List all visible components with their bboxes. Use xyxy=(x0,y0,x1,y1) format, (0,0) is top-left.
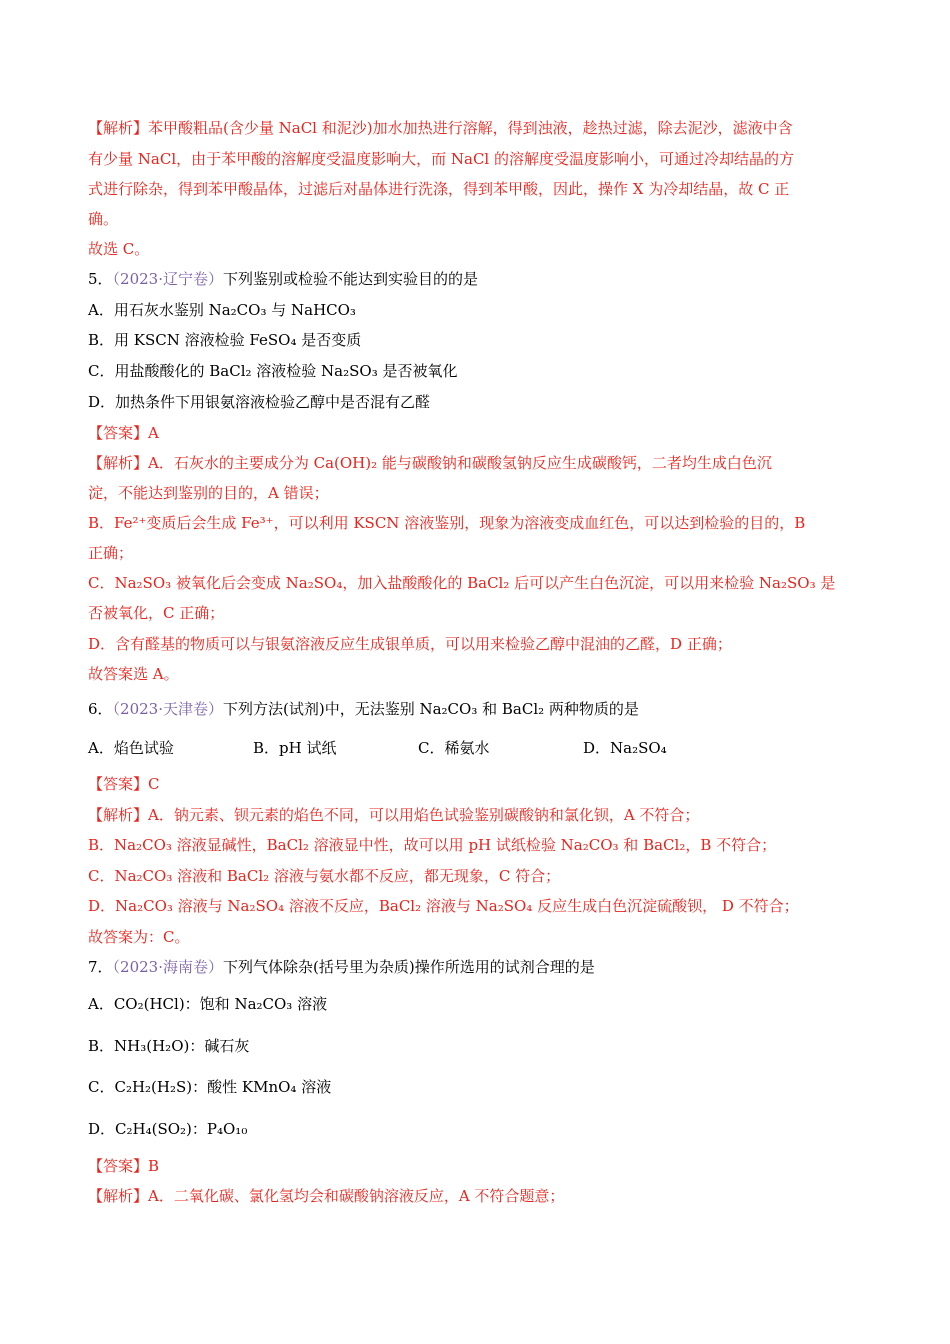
q7-option-d: D．C₂H₄(SO₂)：P₄O₁₀ xyxy=(88,1120,248,1138)
q5-option-a: A．用石灰水鉴别 Na₂CO₃ 与 NaHCO₃ xyxy=(88,301,356,319)
q5-conclusion: 故答案选 A。 xyxy=(88,665,179,683)
q5-option-d: D．加热条件下用银氨溶液检验乙醇中是否混有乙醛 xyxy=(88,393,431,411)
q4-analysis-line-2: 有少量 NaCl，由于苯甲酸的溶解度受温度影响大，而 NaCl 的溶解度受温度影响小，可通过冷却结晶的方 xyxy=(88,150,794,168)
q6-analysis-line-1: 【解析】A．钠元素、钡元素的焰色不同，可以用焰色试验鉴别碳酸钠和氯化钡，A 不符合； xyxy=(88,806,700,824)
q4-analysis-line-1: 【解析】苯甲酸粗品(含少量 NaCl 和泥沙)加水加热进行溶解，得到浊液，趁热过滤，除去泥沙，滤液中含 xyxy=(88,119,793,137)
q5-analysis-line-6: 否被氧化，C 正确； xyxy=(88,604,225,622)
q6-option-d: D．Na₂SO₄ xyxy=(583,739,667,757)
q5-option-b: B．用 KSCN 溶液检验 FeSO₄ 是否变质 xyxy=(88,331,362,349)
q6-conclusion: 故答案为：C。 xyxy=(88,928,190,946)
q7-analysis-line-1: 【解析】A．二氧化碳、氯化氢均会和碳酸钠溶液反应，A 不符合题意； xyxy=(88,1187,565,1205)
q5-answer: 【答案】A xyxy=(88,424,159,442)
q6-stem: 下列方法(试剂)中，无法鉴别 Na₂CO₃ 和 BaCl₂ 两种物质的是 xyxy=(223,700,639,718)
q7-answer: 【答案】B xyxy=(88,1157,160,1175)
q5-analysis-line-2: 淀，不能达到鉴别的目的，A 错误； xyxy=(88,484,329,502)
q5-option-c: C．用盐酸酸化的 BaCl₂ 溶液检验 Na₂SO₃ 是否被氧化 xyxy=(88,362,458,380)
q7-question xyxy=(88,957,862,977)
q7-number: 7． xyxy=(88,958,113,976)
q5-analysis-line-3: B．Fe²⁺变质后会生成 Fe³⁺，可以利用 KSCN 溶液鉴别，现象为溶液变成血红色，可以达到检验的目的，B xyxy=(88,514,806,532)
q6-analysis-line-2: B．Na₂CO₃ 溶液显碱性，BaCl₂ 溶液显中性，故可以用 pH 试纸检验 Na₂CO₃ 和 BaCl₂，B 不符合； xyxy=(88,836,777,854)
q4-analysis-line-4: 确。 xyxy=(88,210,119,228)
q6-options-row xyxy=(88,738,862,758)
q6-option-b: B．pH 试纸 xyxy=(253,739,337,757)
q5-number: 5． xyxy=(88,270,113,288)
q7-stem: 下列气体除杂(括号里为杂质)操作所选用的试剂合理的是 xyxy=(223,958,595,976)
q6-analysis-line-3: C．Na₂CO₃ 溶液和 BaCl₂ 溶液与氨水都不反应，都无现象，C 符合； xyxy=(88,867,561,885)
q5-source: （2023·辽宁卷） xyxy=(112,270,223,288)
q7-option-c: C．C₂H₂(H₂S)：酸性 KMnO₄ 溶液 xyxy=(88,1078,332,1096)
q4-conclusion: 故选 C。 xyxy=(88,240,150,258)
q5-analysis-line-1: 【解析】A．石灰水的主要成分为 Ca(OH)₂ 能与碳酸钠和碳酸氢钠反应生成碳酸钙，二者均生成白色沉 xyxy=(88,454,772,472)
q6-answer: 【答案】C xyxy=(88,775,160,793)
q5-analysis-line-4: 正确； xyxy=(88,544,134,562)
q6-option-c: C．稀氨水 xyxy=(418,739,490,757)
q6-option-a: A．焰色试验 xyxy=(88,739,174,757)
q7-option-b: B．NH₃(H₂O)：碱石灰 xyxy=(88,1037,250,1055)
q5-question xyxy=(88,269,862,289)
q6-source: （2023·天津卷） xyxy=(112,700,223,718)
q5-stem: 下列鉴别或检验不能达到实验目的的是 xyxy=(223,270,479,288)
q4-analysis-line-3: 式进行除杂，得到苯甲酸晶体，过滤后对晶体进行洗涤，得到苯甲酸，因此，操作 X 为冷却结晶，故 C 正 xyxy=(88,180,790,198)
q5-analysis-line-5: C．Na₂SO₃ 被氧化后会变成 Na₂SO₄，加入盐酸酸化的 BaCl₂ 后可以产生白色沉淀，可以用来检验 Na₂SO₃ 是 xyxy=(88,574,836,592)
q6-question xyxy=(88,699,862,719)
q6-number: 6． xyxy=(88,700,113,718)
q6-analysis-line-4: D．Na₂CO₃ 溶液与 Na₂SO₄ 溶液不反应，BaCl₂ 溶液与 Na₂SO₄ 反应生成白色沉淀硫酸钡， D 不符合； xyxy=(88,897,799,915)
q7-source: （2023·海南卷） xyxy=(112,958,223,976)
q5-analysis-line-7: D．含有醛基的物质可以与银氨溶液反应生成银单质，可以用来检验乙醇中混油的乙醛，D 正确； xyxy=(88,635,732,653)
q7-option-a: A．CO₂(HCl)：饱和 Na₂CO₃ 溶液 xyxy=(88,995,328,1013)
